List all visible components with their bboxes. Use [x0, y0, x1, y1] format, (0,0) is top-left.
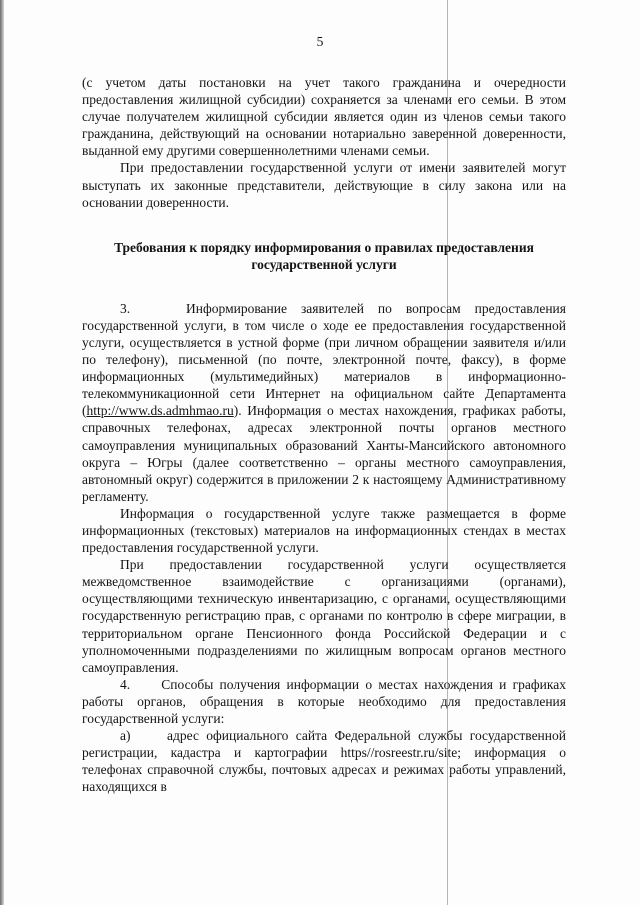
- paragraph-item-3: [82, 300, 566, 505]
- section-heading: Требования к порядку информирования о правилах предоставления государственной услуги: [114, 239, 534, 273]
- paragraph-interagency: При предоставлении государственной услуги осуществляется межведомственное взаимодействие с организациями (органами), осуществляющими техническую инвентаризацию, с органами, осуществляющими государственную регистрацию прав, с органами по контролю в сфере миграции, в территориальном органе Пенсионного фонда Российской Федерации и с уполномоченными подразделениями по жилищным вопросам органов местного самоуправления.: [82, 557, 566, 675]
- paragraph-representatives: При предоставлении государственной услуги от имени заявителей могут выступать их законные представители, действующие в силу закона или на основании доверенности.: [82, 160, 566, 210]
- paragraph-continuation: (с учетом даты постановки на учет такого гражданина и очередности предоставления жилищной субсидии) сохраняется за членами его семьи. В этом случае получателем жилищной субсидии является один из членов семьи такого гражданина, действующий на основании нотариально заверенной доверенности, выданной ему другими совершеннолетними членами семьи.: [82, 75, 566, 159]
- item-3-text: 3. Информирование заявителей по вопросам предоставления государственной услуги, в том числе о ходе ее предоставления государственной услуги, осуществляется в устной форме (при личном обращении заявителя и/или по телефону), письменной (по почте, электронной почте, факсу), в форме информационных (мультимедийных) материалов в информационно-телекоммуникационной сети Интернет на официальном сайте Департамента (: [82, 300, 566, 419]
- paragraph-info-stands: Информация о государственной услуге также размещается в форме информационных (текстовых) материалов на информационных стендах в местах предоставления государственной услуги.: [82, 505, 566, 556]
- scan-edge-shadow: [0, 0, 4, 905]
- item-3-text-continued: ). Информация о местах нахождения, графиках работы, справочных телефонах, адресах электронной почты органов местного самоуправления муниципальных образований Ханты-Мансийского автономного округа – Югры (далее соответственно – органы местного самоуправления, автономный округ) содержится в приложении 2 к настоящему Административному регламенту.: [82, 403, 566, 504]
- paragraph-item-4: 4. Способы получения информации о местах нахождения и графиках работы органов, обращения в которые необходимо для предоставления государственной услуги:: [82, 676, 566, 726]
- document-body: [82, 74, 566, 795]
- paragraph-item-4a: а) адрес официального сайта Федеральной службы государственной регистрации, кадастра и картографии https//rosreestr.ru/site; информация о телефонах справочной службы, почтовых адресах и режимах работы управлений, находящихся в: [82, 728, 566, 795]
- department-website-link[interactable]: http://www.ds.admhmao.ru: [86, 403, 234, 419]
- page-number: 5: [316, 34, 324, 49]
